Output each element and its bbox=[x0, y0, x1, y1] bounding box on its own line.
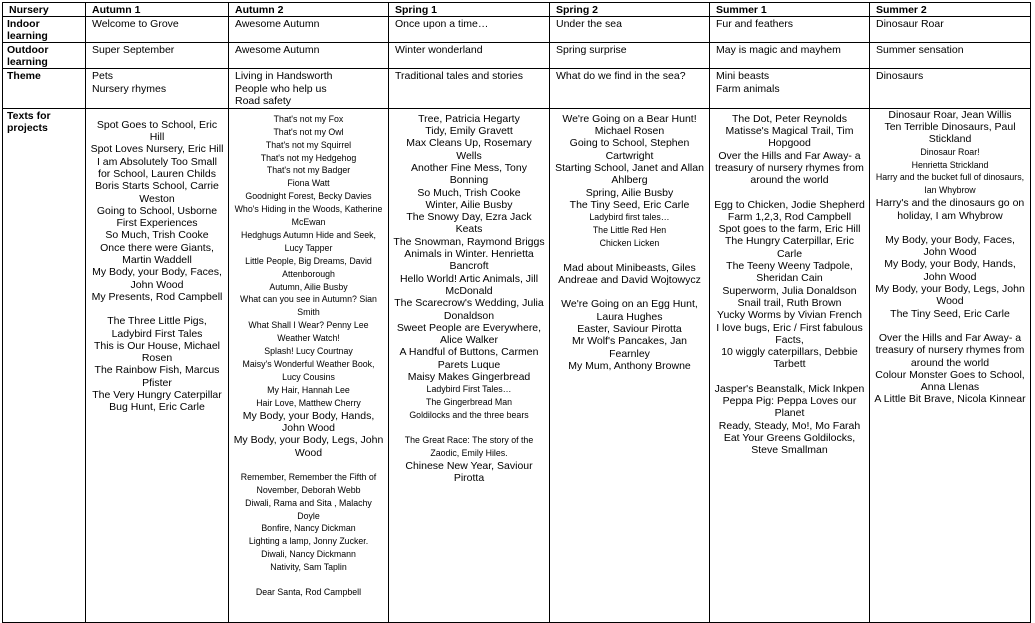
book-title: That's not my Hedgehog bbox=[260, 152, 357, 163]
spacer bbox=[554, 286, 705, 298]
book-title: Goldilocks and the three bears bbox=[409, 410, 529, 421]
book-title: Diwali, Nancy Dickmann bbox=[261, 549, 356, 560]
book-title: Peppa Pig: Peppa Loves our Planet bbox=[722, 395, 857, 420]
book-title: Winter, Ailie Busby bbox=[425, 198, 513, 211]
book-title: A Little Bit Brave, Nicola Kinnear bbox=[874, 393, 1026, 406]
header-summer-1: Summer 1 bbox=[710, 3, 870, 17]
outdoor-summer-1: May is magic and mayhem bbox=[710, 43, 870, 69]
book-title: Max Cleans Up, Rosemary Wells bbox=[406, 137, 532, 162]
book-title: Mr Wolf's Pancakes, Jan Fearnley bbox=[571, 335, 688, 360]
book-title: Ladybird first tales… bbox=[589, 212, 670, 223]
book-title: That's not my Badger bbox=[266, 165, 351, 176]
header-row bbox=[3, 3, 1031, 17]
book-title: Starting School, Janet and Allan Ahlberg bbox=[555, 161, 704, 187]
book-title: That's not my Fox bbox=[273, 113, 344, 124]
theme-spring-2 bbox=[550, 69, 710, 109]
book-title: Dinosaur Roar! bbox=[920, 146, 980, 157]
book-title: I love bugs, Eric / First fabulous Facts, bbox=[716, 321, 863, 346]
book-title: Chinese New Year, Saviour Pirotta bbox=[405, 459, 533, 485]
theme-summer-2 bbox=[870, 69, 1031, 109]
indoor-summer-1: Fur and feathers bbox=[710, 17, 870, 43]
book-title: What Shall I Wear? Penny Lee Weather Watch! bbox=[248, 320, 369, 344]
theme-summer-1 bbox=[710, 69, 870, 109]
book-title: Chicken Licken bbox=[599, 237, 660, 248]
book-title: The Great Race: The story of the Zaodic, Emily Hiles. bbox=[404, 435, 534, 458]
row-label-theme: Theme bbox=[3, 69, 86, 109]
book-title: Matisse's Magical Trail, Tim Hopgood bbox=[725, 125, 854, 150]
book-title: Another Fine Mess, Tony Bonning bbox=[411, 161, 527, 187]
outdoor-summer-2: Summer sensation bbox=[870, 43, 1031, 69]
header-nursery: Nursery bbox=[3, 3, 86, 17]
book-title: Nativity, Sam Taplin bbox=[270, 562, 347, 573]
row-label-texts: Texts for projects bbox=[3, 108, 86, 622]
book-title: Little People, Big Dreams, David Attenborough bbox=[245, 255, 372, 279]
book-title: Ready, Steady, Mo!, Mo Farah bbox=[718, 419, 861, 432]
theme-autumn-1 bbox=[86, 69, 229, 109]
book-title: That's not my Owl bbox=[273, 126, 344, 137]
book-title: The Little Red Hen bbox=[592, 225, 667, 236]
book-title: Superworm, Julia Donaldson bbox=[722, 284, 857, 297]
book-title: Yucky Worms by Vivian French bbox=[717, 309, 862, 322]
indoor-summer-2: Dinosaur Roar bbox=[870, 17, 1031, 43]
book-title: The Three Little Pigs, Ladybird First Tales bbox=[107, 315, 207, 340]
book-title: My Body, your Body, Faces, John Wood bbox=[885, 233, 1015, 259]
book-title: My Mum, Anthony Browne bbox=[568, 359, 691, 372]
outdoor-spring-1: Winter wonderland bbox=[389, 43, 550, 69]
book-title: Spot goes to the farm, Eric Hill bbox=[718, 223, 861, 236]
indoor-autumn-2: Awesome Autumn bbox=[229, 17, 389, 43]
spacer bbox=[90, 303, 224, 315]
header-summer-2: Summer 2 bbox=[870, 3, 1031, 17]
header-autumn-1: Autumn 1 bbox=[86, 3, 229, 17]
book-title: Diwali, Rama and Sita , Malachy Doyle bbox=[245, 497, 372, 521]
book-title: The Scarecrow's Wedding, Julia Donaldson bbox=[394, 297, 544, 322]
book-title: That's not my Squirrel bbox=[265, 139, 352, 150]
theme-item: Farm animals bbox=[716, 82, 780, 95]
book-title: We're Going on a Bear Hunt! Michael Rosen bbox=[562, 112, 697, 138]
theme-item: People who help us bbox=[235, 82, 327, 95]
book-title: Goodnight Forest, Becky Davies bbox=[245, 191, 372, 202]
book-title: Who's Hiding in the Woods, Katherine McEwan bbox=[234, 204, 383, 228]
indoor-spring-2: Under the sea bbox=[550, 17, 710, 43]
book-title: We're Going on an Egg Hunt, Laura Hughes bbox=[561, 298, 698, 323]
outdoor-autumn-1: Super September bbox=[86, 43, 229, 69]
row-label-outdoor: Outdoor learning bbox=[3, 43, 86, 69]
book-title: I am Absolutely Too Small for School, Lauren Childs bbox=[96, 155, 218, 180]
curriculum-table bbox=[2, 2, 1031, 623]
book-title: The Snowman, Raymond Briggs bbox=[393, 235, 545, 248]
book-title: 10 wiggly caterpillars, Debbie Tarbett bbox=[721, 346, 858, 371]
book-title: So Much, Trish Cooke bbox=[105, 229, 209, 242]
book-title: Animals in Winter. Henrietta Bancroft bbox=[404, 248, 534, 273]
book-title: Snail trail, Ruth Brown bbox=[737, 296, 842, 309]
book-title: Harry's and the dinosaurs go on holiday, I am Whybrow bbox=[875, 197, 1025, 222]
indoor-spring-1: Once upon a time… bbox=[389, 17, 550, 43]
book-title: Sweet People are Everywhere, Alice Walker bbox=[396, 321, 542, 347]
book-title: Harry and the bucket full of dinosaurs, Ian Whybrow bbox=[875, 172, 1025, 196]
book-title: The Rainbow Fish, Marcus Pfister bbox=[94, 364, 220, 389]
book-title: So Much, Trish Cooke bbox=[417, 186, 521, 199]
book-title: Maisy Makes Gingerbread bbox=[407, 371, 531, 384]
indoor-autumn-1: Welcome to Grove bbox=[86, 17, 229, 43]
theme-item: Mini beasts bbox=[716, 70, 770, 82]
texts-autumn-1 bbox=[86, 108, 229, 622]
book-title: The Snowy Day, Ezra Jack Keats bbox=[406, 211, 532, 236]
spacer bbox=[714, 371, 865, 383]
outdoor-learning-row bbox=[3, 43, 1031, 69]
header-spring-1: Spring 1 bbox=[389, 3, 550, 17]
spacer bbox=[554, 250, 705, 262]
outdoor-spring-2: Spring surprise bbox=[550, 43, 710, 69]
book-title: Tidy, Emily Gravett bbox=[425, 125, 513, 138]
texts-row bbox=[3, 108, 1031, 622]
theme-item: Living in Handsworth bbox=[235, 70, 333, 82]
book-title: Going to School, Usborne First Experiences bbox=[96, 204, 218, 230]
header-autumn-2: Autumn 2 bbox=[229, 3, 389, 17]
indoor-learning-row bbox=[3, 17, 1031, 43]
book-title: Ladybird First Tales… bbox=[426, 384, 512, 395]
spacer bbox=[714, 187, 865, 199]
book-title: Remember, Remember the Fifth of November, Deborah Webb bbox=[240, 471, 377, 495]
book-title: The Tiny Seed, Eric Carle bbox=[569, 198, 690, 211]
outdoor-autumn-2: Awesome Autumn bbox=[229, 43, 389, 69]
book-title: This is Our House, Michael Rosen bbox=[93, 339, 221, 365]
book-title: Spring, Ailie Busby bbox=[585, 186, 674, 199]
texts-spring-2 bbox=[550, 108, 710, 622]
book-title: Jasper's Beanstalk, Mick Inkpen bbox=[714, 382, 865, 395]
book-title: Hello World! Artic Animals, Jill McDonald bbox=[399, 272, 539, 297]
book-title: The Hungry Caterpillar, Eric Carle bbox=[725, 235, 854, 260]
book-title: Henrietta Strickland bbox=[911, 159, 989, 170]
book-title: The Tiny Seed, Eric Carle bbox=[890, 307, 1010, 320]
book-title: Fiona Watt bbox=[287, 178, 330, 189]
book-title: My Hair, Hannah Lee bbox=[267, 384, 350, 395]
book-title: My Body, your Body, Hands, John Wood bbox=[242, 409, 375, 434]
theme-row bbox=[3, 69, 1031, 109]
book-title: Farm 1,2,3, Rod Campbell bbox=[727, 210, 852, 223]
theme-item: Road safety bbox=[235, 95, 292, 108]
book-title: Maisy's Wonderful Weather Book, Lucy Cousins bbox=[242, 359, 375, 382]
book-title: Lighting a lamp, Jonny Zucker. bbox=[248, 536, 369, 547]
book-title: Bonfire, Nancy Dickman bbox=[261, 523, 356, 534]
texts-spring-1 bbox=[389, 108, 550, 622]
book-title: Over the Hills and Far Away- a treasury of nursery rhymes from around the world bbox=[715, 149, 864, 187]
book-title: Dear Santa, Rod Campbell bbox=[255, 587, 362, 598]
book-title: Hedghugs Autumn Hide and Seek, Lucy Tapper bbox=[241, 229, 376, 253]
book-title: Autumn, Ailie Busby bbox=[269, 281, 348, 292]
book-title: Once there were Giants, Martin Waddell bbox=[100, 241, 214, 267]
spacer bbox=[874, 222, 1026, 234]
texts-summer-2 bbox=[870, 108, 1031, 622]
book-title: Splash! Lucy Courtnay bbox=[264, 346, 353, 357]
book-title: Over the Hills and Far Away- a treasury of nursery rhymes from around the world bbox=[875, 331, 1025, 369]
book-title: Mad about Minibeasts, Giles Andreae and David Wojtowycz bbox=[558, 261, 701, 287]
book-title: Dinosaur Roar, Jean Willis bbox=[888, 108, 1012, 121]
row-label-indoor: Indoor learning bbox=[3, 17, 86, 43]
book-title: Boris Starts School, Carrie Weston bbox=[95, 180, 219, 205]
book-title: Ten Terrible Dinosaurs, Paul Stickland bbox=[884, 121, 1016, 146]
book-title: Egg to Chicken, Jodie Shepherd bbox=[714, 198, 865, 211]
spacer bbox=[874, 320, 1026, 332]
book-title: My Body, your Body, Legs, John Wood bbox=[233, 434, 384, 459]
book-title: Easter, Saviour Pirotta bbox=[577, 323, 682, 336]
book-title: Eat Your Greens Goldilocks, Steve Smallman bbox=[723, 431, 856, 457]
theme-item: Pets bbox=[92, 70, 114, 82]
theme-item: Nursery rhymes bbox=[92, 82, 167, 95]
spacer bbox=[233, 459, 384, 471]
book-title: Tree, Patricia Hegarty bbox=[418, 112, 520, 125]
theme-item: What do we find in the sea? bbox=[556, 70, 686, 82]
texts-summer-1 bbox=[710, 108, 870, 622]
book-title: What can you see in Autumn? Sian Smith bbox=[240, 294, 377, 318]
book-title: My Body, your Body, Hands, John Wood bbox=[884, 258, 1016, 283]
book-title: Hair Love, Matthew Cherry bbox=[256, 397, 361, 408]
book-title: A Handful of Buttons, Carmen Parets Luque bbox=[399, 346, 539, 371]
spacer bbox=[393, 422, 545, 434]
book-title: The Very Hungry Caterpillar Bug Hunt, Eric Carle bbox=[92, 389, 222, 414]
theme-item: Traditional tales and stories bbox=[395, 70, 524, 82]
book-title: My Presents, Rod Campbell bbox=[91, 290, 223, 303]
book-title: Spot Loves Nursery, Eric Hill bbox=[90, 143, 224, 156]
book-title: Colour Monster Goes to School, Anna Llenas bbox=[875, 368, 1025, 394]
book-title: Spot Goes to School, Eric Hill bbox=[96, 118, 218, 144]
book-title: The Dot, Peter Reynolds bbox=[732, 112, 847, 125]
theme-autumn-2 bbox=[229, 69, 389, 109]
book-title: My Body, your Body, Legs, John Wood bbox=[875, 283, 1025, 308]
theme-item: Dinosaurs bbox=[876, 70, 924, 82]
book-title: The Teeny Weeny Tadpole, Sheridan Cain bbox=[726, 260, 853, 285]
texts-autumn-2 bbox=[229, 108, 389, 622]
theme-spring-1 bbox=[389, 69, 550, 109]
header-spring-2: Spring 2 bbox=[550, 3, 710, 17]
book-title: The Gingerbread Man bbox=[425, 397, 513, 408]
book-title: Going to School, Stephen Cartwright bbox=[569, 137, 690, 162]
book-title: My Body, your Body, Faces, John Wood bbox=[92, 266, 222, 291]
spacer bbox=[233, 574, 384, 586]
